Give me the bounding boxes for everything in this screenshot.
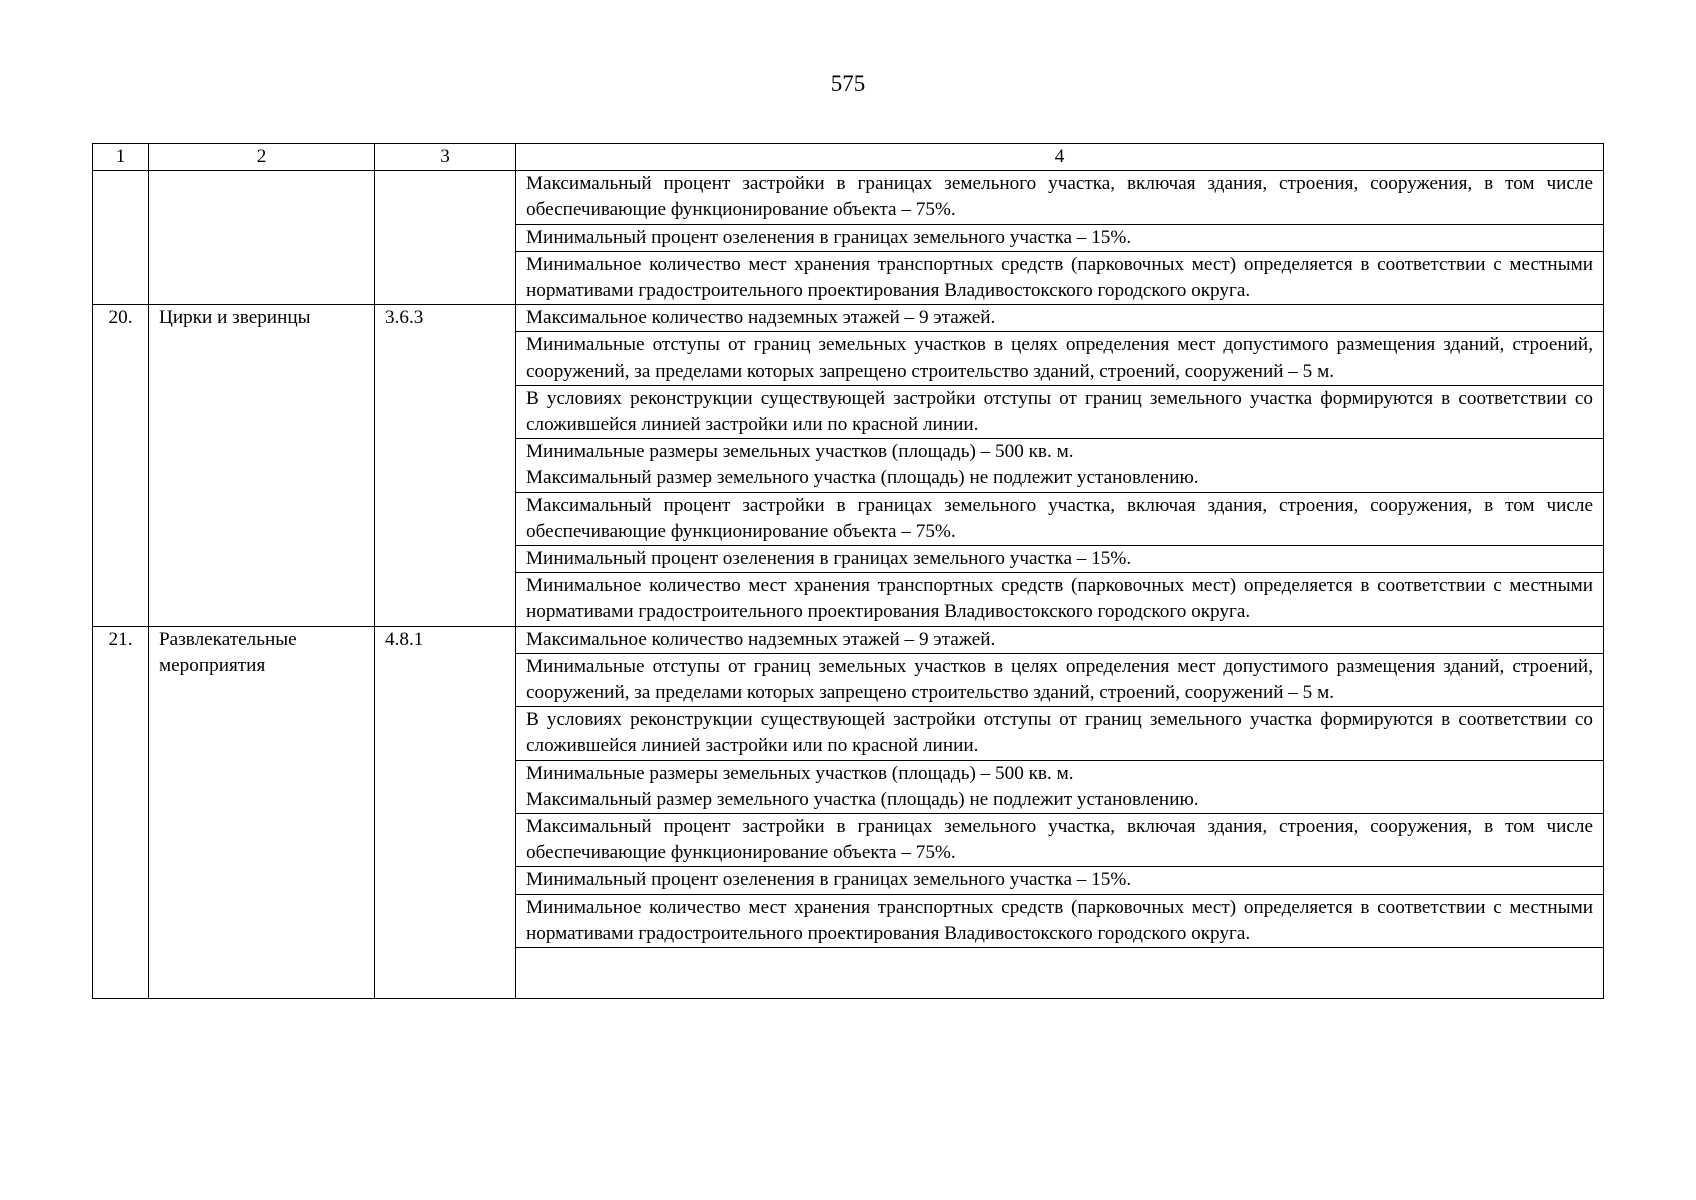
- parameter-cell: Минимальное количество мест хранения транспортных средств (парковочных мест) определяется в соответствии с местными нормативами градостроительного проектирования Владивостокского городского округа.: [516, 573, 1604, 626]
- row-number-cell: 21.: [93, 626, 149, 998]
- parameter-cell: В условиях реконструкции существующей застройки отступы от границ земельного участка формируются в соответствии со сложившейся линией застройки или по красной линии.: [516, 707, 1604, 760]
- column-header-2: 2: [149, 144, 375, 171]
- use-code-cell: [375, 171, 516, 305]
- column-header-4: 4: [516, 144, 1604, 171]
- table-row: [93, 171, 1604, 224]
- page-number: 575: [830, 71, 866, 96]
- parameter-cell: Минимальные размеры земельных участков (площадь) – 500 кв. м. Максимальный размер земельного участка (площадь) не подлежит установлению.: [516, 760, 1604, 813]
- column-header-3: 3: [375, 144, 516, 171]
- table-row: [93, 305, 1604, 332]
- row-number-cell: [93, 171, 149, 305]
- use-type-name-cell: [149, 171, 375, 305]
- parameter-cell: Минимальные отступы от границ земельных участков в целях определения мест допустимого размещения зданий, строений, сооружений, за пределами которых запрещено строительство зданий, строений, сооружений – 5 м.: [516, 332, 1604, 385]
- parameter-cell: Максимальный процент застройки в границах земельного участка, включая здания, строения, сооружения, в том числе обеспечивающие функционирование объекта – 75%.: [516, 814, 1604, 867]
- table-body: [93, 171, 1604, 999]
- parameter-cell: В условиях реконструкции существующей застройки отступы от границ земельного участка формируются в соответствии со сложившейся линией застройки или по красной линии.: [516, 385, 1604, 438]
- regulations-table: [92, 143, 1604, 999]
- parameter-cell: Минимальное количество мест хранения транспортных средств (парковочных мест) определяется в соответствии с местными нормативами градостроительного проектирования Владивостокского городского округа.: [516, 251, 1604, 304]
- row-number-cell: 20.: [93, 305, 149, 626]
- use-code-cell: 4.8.1: [375, 626, 516, 998]
- parameter-cell: Минимальные размеры земельных участков (площадь) – 500 кв. м. Максимальный размер земельного участка (площадь) не подлежит установлению.: [516, 439, 1604, 492]
- use-type-name-cell: Развлекательные мероприятия: [149, 626, 375, 998]
- parameter-cell: Минимальные отступы от границ земельных участков в целях определения мест допустимого размещения зданий, строений, сооружений, за пределами которых запрещено строительство зданий, строений, сооружений – 5 м.: [516, 653, 1604, 706]
- parameter-cell: Минимальный процент озеленения в границах земельного участка – 15%.: [516, 546, 1604, 573]
- parameter-cell: Максимальное количество надземных этажей – 9 этажей.: [516, 626, 1604, 653]
- parameter-cell: Максимальный процент застройки в границах земельного участка, включая здания, строения, сооружения, в том числе обеспечивающие функционирование объекта – 75%.: [516, 171, 1604, 224]
- column-header-1: 1: [93, 144, 149, 171]
- parameter-cell: Минимальный процент озеленения в границах земельного участка – 15%.: [516, 867, 1604, 894]
- table-header-row: [93, 144, 1604, 171]
- parameter-cell: Минимальное количество мест хранения транспортных средств (парковочных мест) определяется в соответствии с местными нормативами градостроительного проектирования Владивостокского городского округа.: [516, 894, 1604, 947]
- use-code-cell: 3.6.3: [375, 305, 516, 626]
- parameter-cell: Максимальный процент застройки в границах земельного участка, включая здания, строения, сооружения, в том числе обеспечивающие функционирование объекта – 75%.: [516, 492, 1604, 545]
- blank-cell: [516, 948, 1604, 999]
- table-row: [93, 626, 1604, 653]
- use-type-name-cell: Цирки и зверинцы: [149, 305, 375, 626]
- parameter-cell: Минимальный процент озеленения в границах земельного участка – 15%.: [516, 224, 1604, 251]
- parameter-cell: Максимальное количество надземных этажей – 9 этажей.: [516, 305, 1604, 332]
